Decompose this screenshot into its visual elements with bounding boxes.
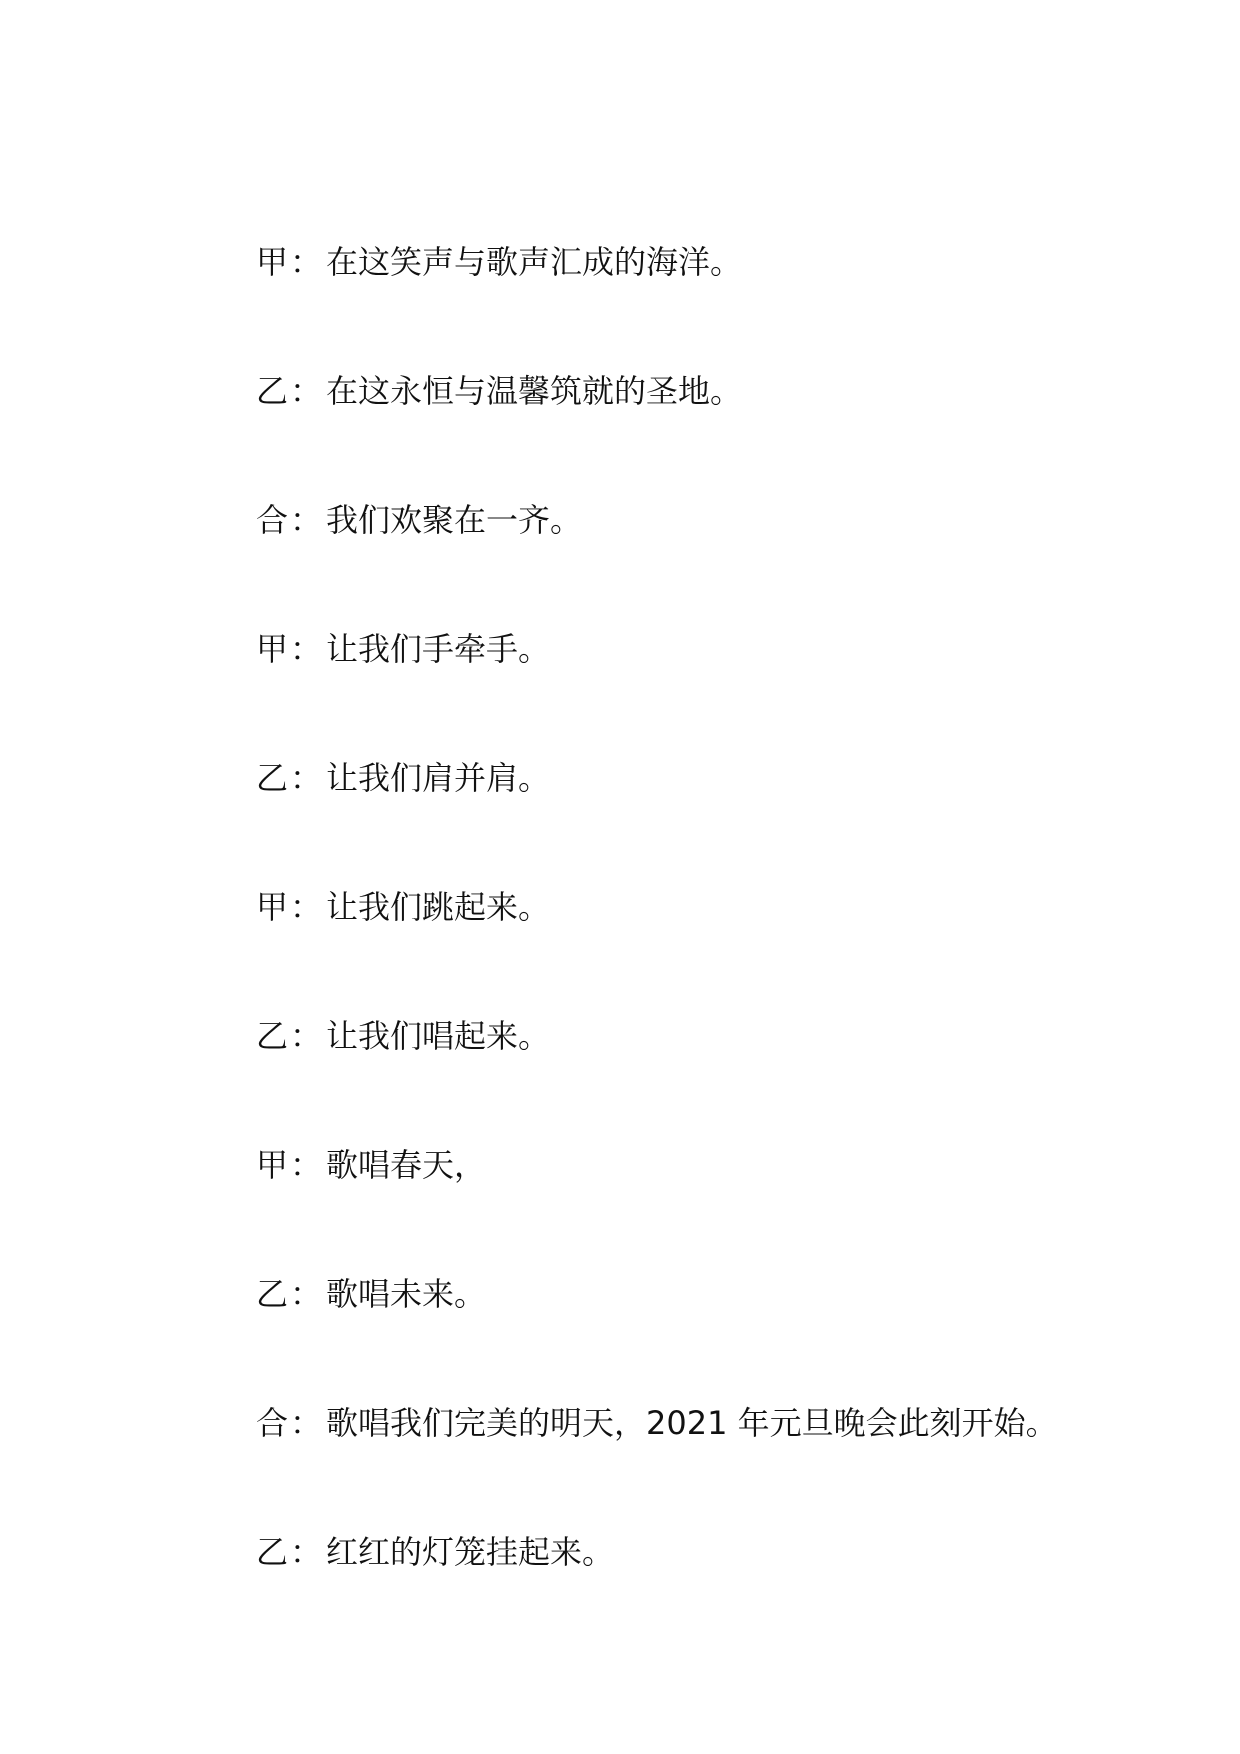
line-text: 让我们跳起来。	[326, 888, 551, 926]
speaker-label: 乙	[256, 1017, 289, 1055]
dialogue-line	[256, 1145, 486, 1185]
speaker-label: 乙	[256, 1275, 289, 1313]
speaker-label: 乙	[256, 372, 289, 410]
speaker-label: 合	[256, 501, 289, 539]
separator: ：	[290, 1533, 323, 1571]
dialogue-line	[256, 500, 582, 540]
separator: ：	[290, 759, 323, 797]
line-text: 在这笑声与歌声汇成的海洋。	[326, 243, 743, 281]
line-text: 让我们唱起来。	[326, 1017, 551, 1055]
dialogue-line	[256, 1532, 614, 1572]
dialogue-line	[256, 1403, 1058, 1443]
line-text: 我们欢聚在一齐。	[326, 501, 583, 539]
speaker-label: 甲	[256, 243, 289, 281]
dialogue-line	[256, 887, 550, 927]
speaker-label: 甲	[256, 888, 289, 926]
speaker-label: 合	[256, 1404, 289, 1442]
dialogue-line	[256, 758, 550, 798]
speaker-label: 甲	[256, 1146, 289, 1184]
speaker-label: 甲	[256, 630, 289, 668]
separator: ：	[290, 1146, 323, 1184]
separator: ：	[290, 630, 323, 668]
separator: ：	[290, 1275, 323, 1313]
line-text: 歌唱春天，	[326, 1146, 487, 1184]
line-text: 让我们手牵手。	[326, 630, 551, 668]
speaker-label: 乙	[256, 759, 289, 797]
line-text: 歌唱我们完美的明天，2021 年元旦晚会此刻开始。	[326, 1404, 1058, 1442]
separator: ：	[290, 1017, 323, 1055]
dialogue-line	[256, 371, 742, 411]
line-text: 让我们肩并肩。	[326, 759, 551, 797]
dialogue-line	[256, 1016, 550, 1056]
line-text: 红红的灯笼挂起来。	[326, 1533, 615, 1571]
separator: ：	[290, 372, 323, 410]
separator: ：	[290, 888, 323, 926]
dialogue-line	[256, 1274, 486, 1314]
line-text: 在这永恒与温馨筑就的圣地。	[326, 372, 743, 410]
separator: ：	[290, 1404, 323, 1442]
separator: ：	[290, 501, 323, 539]
dialogue-line	[256, 242, 742, 282]
separator: ：	[290, 243, 323, 281]
speaker-label: 乙	[256, 1533, 289, 1571]
line-text: 歌唱未来。	[326, 1275, 487, 1313]
dialogue-line	[256, 629, 550, 669]
